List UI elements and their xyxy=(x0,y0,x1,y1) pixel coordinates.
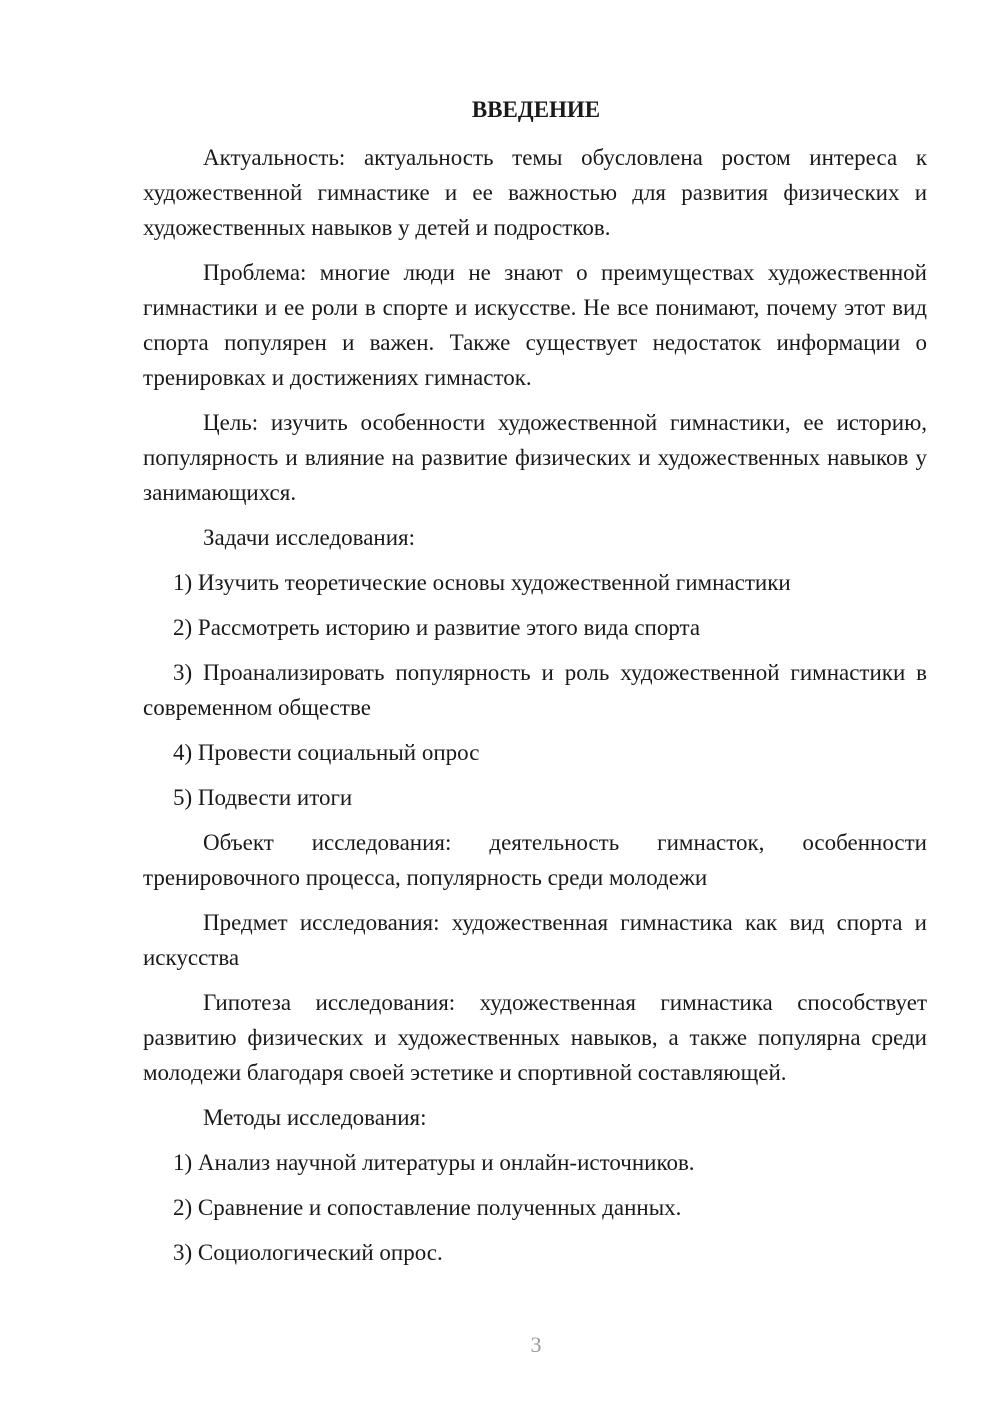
method-item-3: 3) Социологический опрос. xyxy=(173,1240,443,1265)
method-item-2: 2) Сравнение и сопоставление полученных данных. xyxy=(173,1195,682,1220)
document-body xyxy=(143,140,927,1280)
task-item-4: 4) Провести социальный опрос xyxy=(173,740,480,765)
problem-paragraph: Проблема: многие люди не знают о преимуществах художественной гимнастики и ее роли в спорте и искусстве. Не все понимают, почему этот вид спорта популярен и важен. Также существует недостаток информации о тренировках и достижениях гимнасток. xyxy=(143,260,927,390)
page-number: 3 xyxy=(530,1332,542,1357)
goal-paragraph: Цель: изучить особенности художественной гимнастики, ее историю, популярность и влияние на развитие физических и художественных навыков у занимающихся. xyxy=(143,410,927,505)
task-item-3: 3) Проанализировать популярность и роль художественной гимнастики в современном обществе xyxy=(143,660,927,720)
object-paragraph: Объект исследования: деятельность гимнасток, особенности тренировочного процесса, популярность среди молодежи xyxy=(143,830,927,890)
task-item-2: 2) Рассмотреть историю и развитие этого вида спорта xyxy=(173,615,701,640)
subject-paragraph: Предмет исследования: художественная гимнастика как вид спорта и искусства xyxy=(143,910,927,970)
methods-heading: Методы исследования: xyxy=(203,1105,427,1130)
method-item-1: 1) Анализ научной литературы и онлайн-источников. xyxy=(173,1150,695,1175)
relevance-paragraph: Актуальность: актуальность темы обусловлена ростом интереса к художественной гимнастике и ее важностью для развития физических и художественных навыков у детей и подростков. xyxy=(143,145,927,240)
hypothesis-paragraph: Гипотеза исследования: художественная гимнастика способствует развитию физических и художественных навыков, а также популярна среди молодежи благодаря своей эстетике и спортивной составляющей. xyxy=(143,990,927,1085)
tasks-heading: Задачи исследования: xyxy=(203,525,416,550)
document-title: ВВЕДЕНИЕ xyxy=(471,97,601,122)
task-item-5: 5) Подвести итоги xyxy=(173,785,353,810)
task-item-1: 1) Изучить теоретические основы художественной гимнастики xyxy=(173,570,791,595)
